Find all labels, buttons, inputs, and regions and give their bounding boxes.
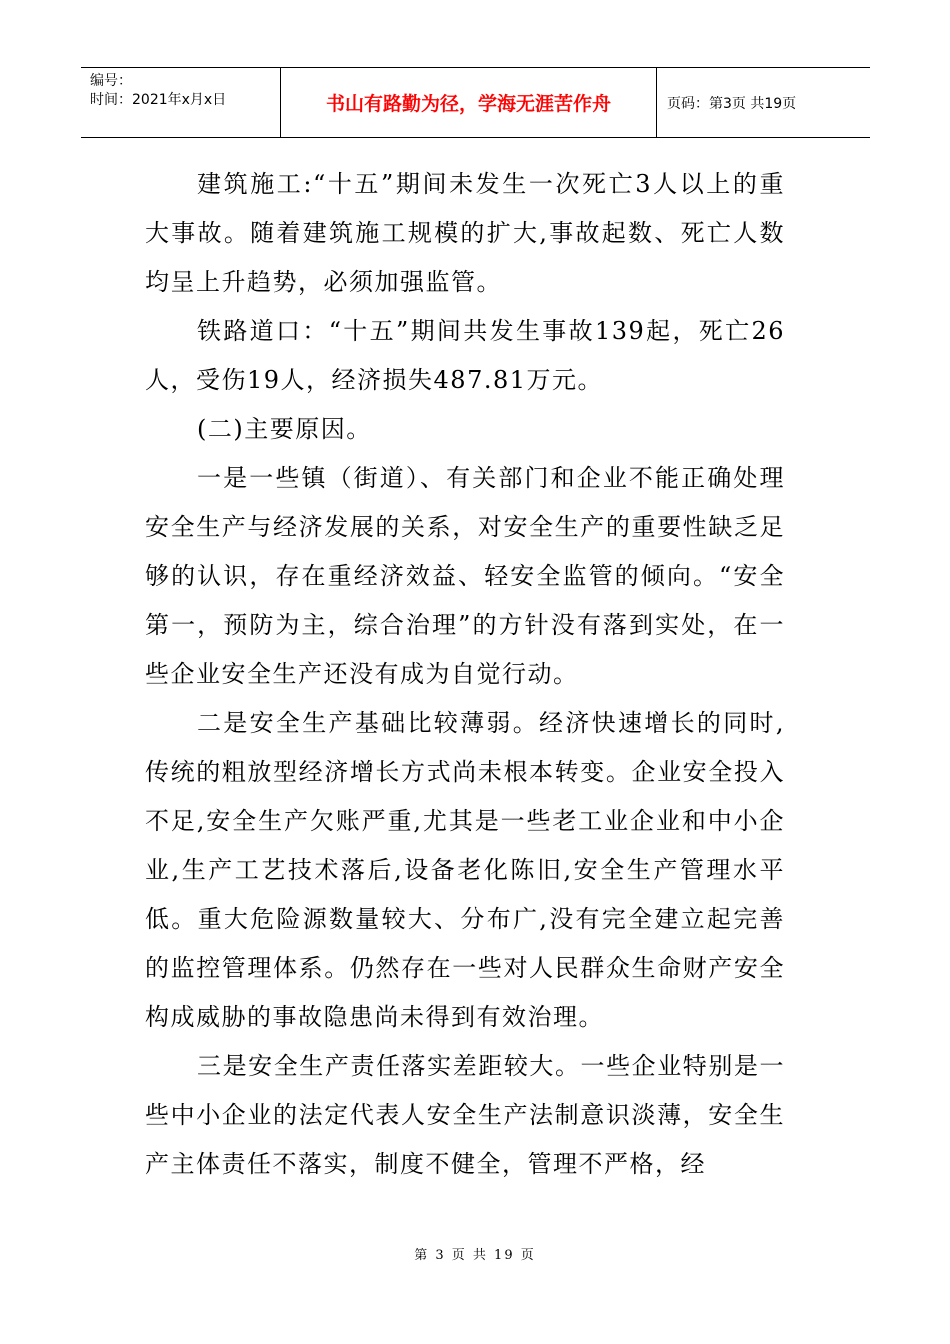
document-date: 时间：2021年x月x日	[90, 92, 227, 108]
header-page-code: 页码：第3页 共19页	[667, 95, 797, 112]
header-meta	[81, 68, 281, 137]
document-number: 编号：	[90, 73, 132, 89]
paragraph-cause-one: 一是一些镇（街道）、有关部门和企业不能正确处理安全生产与经济发展的关系，对安全生产的重要性缺乏足够的认识，存在重经济效益、轻安全监管的倾向。“安全第一，预防为主，综合治理”的方针没有落到实处，在一些企业安全生产还没有成为自觉行动。	[145, 464, 785, 688]
page-footer: 第 3 页 共 19 页	[414, 1248, 536, 1263]
document-header	[81, 67, 870, 138]
header-motto: 书山有路勤为径，学海无涯苦作舟	[281, 68, 657, 137]
document-body	[145, 160, 785, 1189]
paragraph-cause-three: 三是安全生产责任落实差距较大。一些企业特别是一些中小企业的法定代表人安全生产法制意识淡薄，安全生产主体责任不落实，制度不健全，管理不严格，经	[145, 1052, 785, 1178]
paragraph-railway-crossing: 铁路道口：“十五”期间共发生事故139起，死亡26人，受伤19人，经济损失487.81万元。	[145, 317, 785, 394]
section-heading-main-causes: (二)主要原因。	[197, 415, 372, 443]
paragraph-cause-two: 二是安全生产基础比较薄弱。经济快速增长的同时,传统的粗放型经济增长方式尚未根本转变。企业安全投入不足,安全生产欠账严重,尤其是一些老工业企业和中小企业,生产工艺技术落后,设备老化陈旧,安全生产管理水平低。重大危险源数量较大、分布广,没有完全建立起完善的监控管理体系。仍然存在一些对人民群众生命财产安全构成威胁的事故隐患尚未得到有效治理。	[145, 709, 785, 1031]
paragraph-construction: 建筑施工:“十五”期间未发生一次死亡3人以上的重大事故。随着建筑施工规模的扩大,事故起数、死亡人数均呈上升趋势，必须加强监管。	[145, 170, 785, 296]
